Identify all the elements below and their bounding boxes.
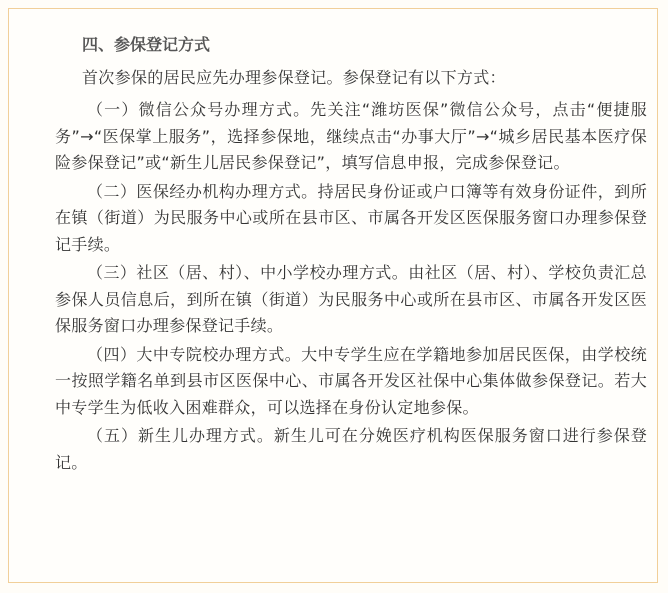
- method-community-school-paragraph: （三）社区（居、村）、中小学校办理方式。由社区（居、村）、学校负责汇总参保人员信息后，到所在镇（街道）为民服务中心或所在县市区、市属各开发区医保服务窗口办理参保登记手续。: [55, 263, 647, 335]
- document-body: [55, 35, 647, 478]
- method-agency-paragraph: （二）医保经办机构办理方式。持居民身份证或户口簿等有效身份证件，到所在镇（街道）为民服务中心或所在县市区、市属各开发区医保服务窗口办理参保登记手续。: [55, 181, 647, 254]
- section-heading: 四、参保登记方式: [82, 35, 211, 54]
- intro-paragraph: 首次参保的居民应先办理参保登记。参保登记有以下方式：: [82, 68, 506, 87]
- method-newborn-paragraph: （五）新生儿办理方式。新生儿可在分娩医疗机构医保服务窗口进行参保登记。: [55, 426, 647, 472]
- method-college-paragraph: （四）大中专院校办理方式。大中专学生应在学籍地参加居民医保，由学校统一按照学籍名单到县市区医保中心、市属各开发区社保中心集体做参保登记。若大中专学生为低收入困难群众，可以选择在身份认定地参保。: [55, 344, 647, 417]
- content-frame: [8, 8, 658, 583]
- method-wechat-paragraph: （一）微信公众号办理方式。先关注“潍坊医保”微信公众号，点击“便捷服务”→“医保掌上服务”，选择参保地，继续点击“办事大厅”→“城乡居民基本医疗保险参保登记”或“新生儿居民参保登记”，填写信息申报，完成参保登记。: [55, 100, 647, 172]
